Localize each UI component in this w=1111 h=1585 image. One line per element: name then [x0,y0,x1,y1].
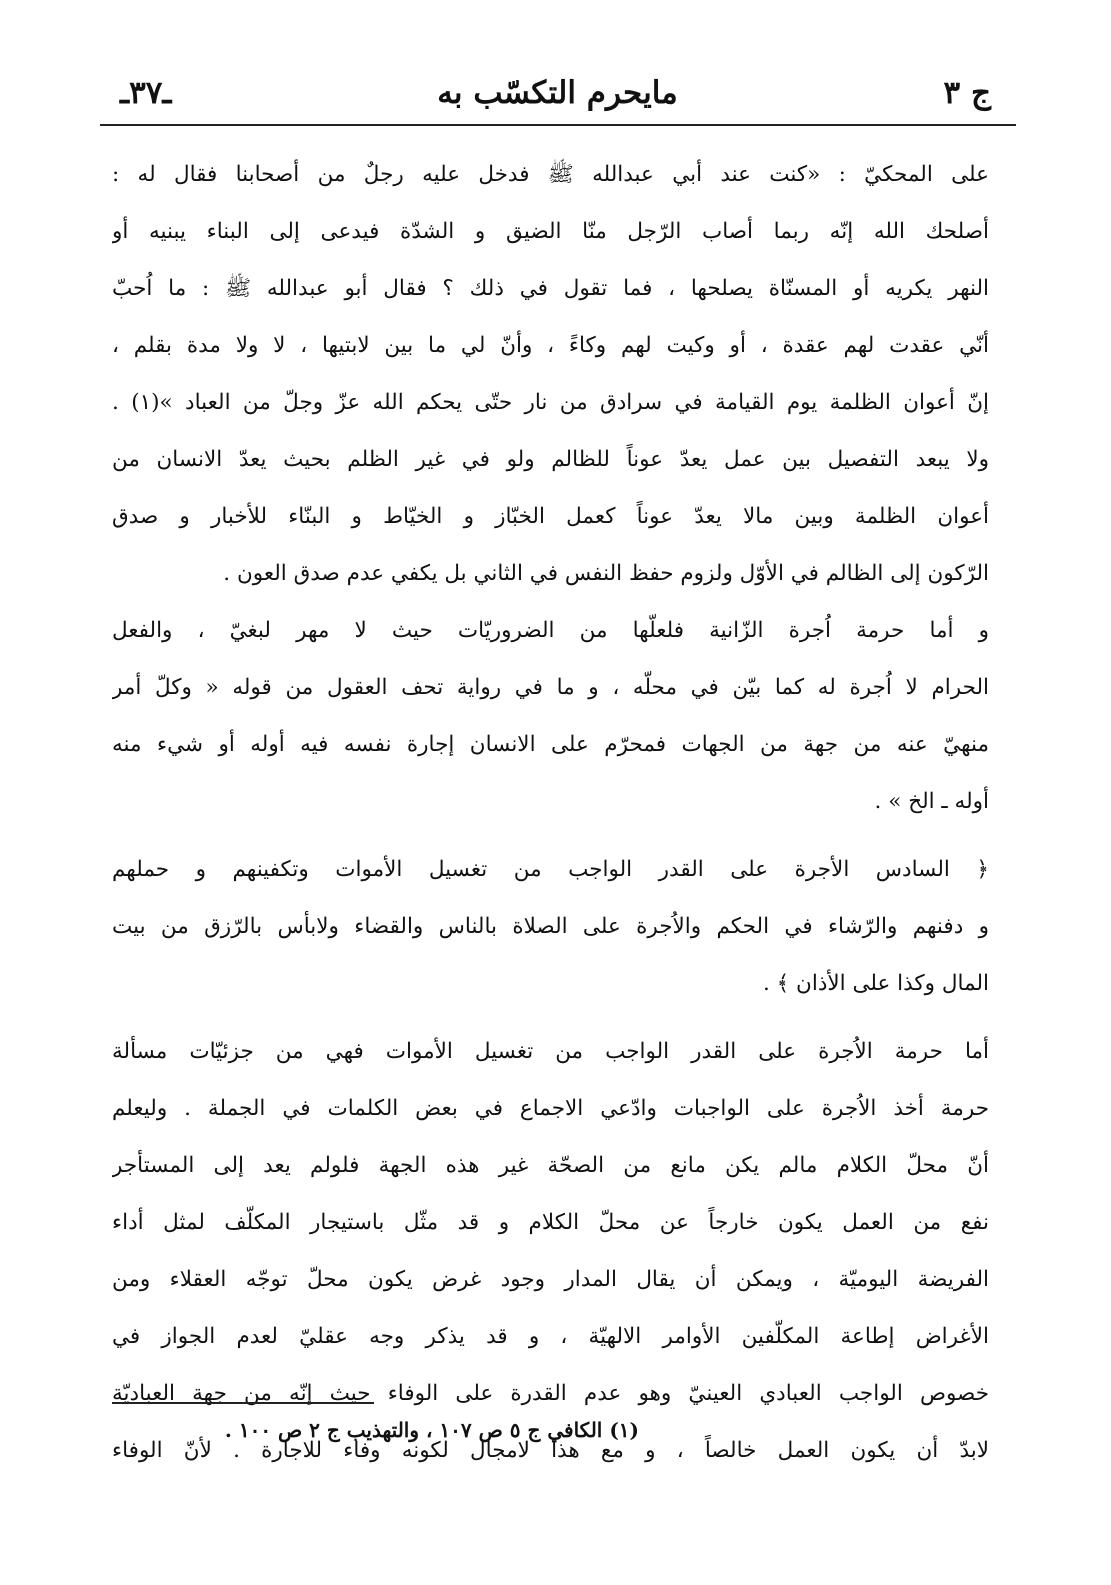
text-line-14: و دفنهم والرّشاء في الحكم والاُجرة على الصلاة بالناس والقضاء ولابأس بالرّزق من بيت [112,914,989,939]
text-line-7: أعوان الظلمة وبين مالا يعدّ عوناً كعمل الخبّاز و الخيّاط و البنّاء للأخبار و صدق [112,504,989,529]
page-number: ـ٣٧ـ [120,75,172,111]
text-line-18: أنّ محلّ الكلام مالم يكن مانع من الصحّة غير هذه الجهة فلولم يعد إلى المستأجر [112,1153,989,1178]
text-line-8: الرّكون إلى الظالم في الأوّل ولزوم حفظ النفس في الثاني بل يكفي عدم صدق العون . [223,561,989,586]
text-line-15: المال وكذا على الأذان ﴾ . [762,971,989,996]
header-rule [100,124,1016,126]
text-line-9: و أما حرمة اُجرة الزّانية فلعلّها من الضروريّات حيث لا مهر لبغيّ ، والفعل [112,618,989,643]
text-line-17: حرمة أخذ الاُجرة على الواجبات وادّعي الاجماع في بعض الكلمات في الجملة . وليعلم [112,1096,989,1121]
text-line-2: أصلحك الله إنّه ربما أصاب الرّجل منّا الضيق و الشدّة فيدعى إلى البناء يبنيه أو [112,219,989,244]
text-line-4: أنّي عقدت لهم عقدة ، أو وكيت لهم وكاءً ، وأنّ لي ما بين لابتيها ، لا ولا مدة بقلم ، [112,333,989,358]
text-line-20: الفريضة اليوميّة ، ويمكن أن يقال المدار وجود غرض يكون محلّ توجّه العقلاء ومن [112,1267,989,1292]
text-line-19: نفع من العمل يكون خارجاً عن محلّ الكلام و قد مثّل باستيجار المكلّف لمثل أداء [112,1210,989,1235]
text-line-21: الأغراض إطاعة المكلّفين الأوامر الالهيّة ، و قد يذكر وجه عقليّ لعدم الجواز في [112,1324,989,1349]
text-line-23: لابدّ أن يكون العمل خالصاً ، و مع هذا لامجال لكونه وفاء للاجارة . لأنّ الوفاء [112,1438,989,1463]
chapter-title: مايحرم التكسّب به [437,75,678,111]
footnote-rule [112,1402,374,1404]
text-line-16: أما حرمة الاُجرة على القدر الواجب من تغسيل الأموات فهي من جزئيّات مسألة [112,1039,989,1064]
running-header [120,68,991,118]
text-line-12: أوله ـ الخ » . [874,789,989,814]
text-line-22: خصوص الواجب العبادي العينيّ وهو عدم القدرة على الوفاء حيث إنّه من جهة العباديّة [112,1381,989,1406]
text-line-5: إنّ أعوان الظلمة يوم القيامة في سرادق من نار حتّى يحكم الله عزّ وجلّ من العباد »(١) . [112,390,989,415]
footnote: (١) الكافي ج ٥ ص ١٠٧ ، والتهذيب ج ٢ ص ١٠٠ . [224,1418,639,1442]
text-line-6: ولا يبعد التفصيل بين عمل يعدّ عوناً للظالم ولو في غير الظلم بحيث يعدّ الانسان من [112,447,989,472]
text-line-13: ﴿ السادس الأجرة على القدر الواجب من تغسيل الأموات وتكفينهم و حملهم [112,857,989,882]
text-line-1: على المحكيّ : «كنت عند أبي عبدالله ﷺ فدخل عليه رجلٌ من أصحابنا فقال له : [112,162,989,187]
text-line-3: النهر يكريه أو المسنّاة يصلحها ، فما تقول في ذلك ؟ فقال أبو عبدالله ﷺ : ما اُحبّ [112,276,989,301]
text-line-10: الحرام لا اُجرة له كما بيّن في محلّه ، و ما في رواية تحف العقول من قوله « وكلّ أمر [112,675,989,700]
text-line-11: منهيّ عنه من جهة من الجهات فمحرّم على الانسان إجارة نفسه فيه أوله أو شيء منه [112,732,989,757]
page-body [112,146,989,1479]
volume-label: ج ٣ [943,75,991,111]
